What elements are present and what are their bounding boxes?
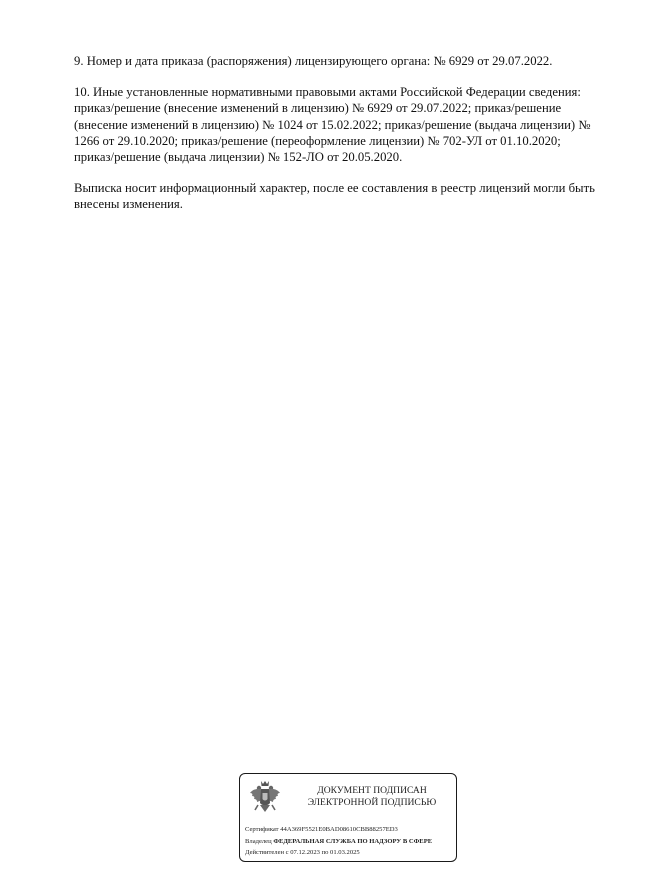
electronic-signature-stamp [239, 773, 457, 862]
certificate-label: Сертификат [245, 826, 279, 833]
stamp-details [245, 824, 457, 859]
certificate-line [245, 824, 457, 836]
stamp-title [288, 785, 456, 809]
owner-label: Владелец [245, 837, 272, 845]
validity-line: Действителен с 07.12.2023 по 01.03.2025 [245, 849, 360, 856]
owner-line [245, 836, 457, 848]
stamp-title-line2: ЭЛЕКТРОННОЙ ПОДПИСЬЮ [307, 797, 437, 808]
coat-of-arms-icon [248, 779, 282, 817]
paragraph-disclaimer: Выписка носит информационный характер, после ее составления в реестр лицензий могли быть внесены изменения. [74, 181, 595, 212]
stamp-title-line1: ДОКУМЕНТ ПОДПИСАН [317, 785, 427, 796]
certificate-value: 44A369F5521E0BAD08610CBB88257ED3 [280, 826, 398, 833]
paragraph-order-number: 9. Номер и дата приказа (распоряжения) лицензирующего органа: № 6929 от 29.07.2022. [74, 54, 553, 68]
document-body [74, 53, 619, 228]
paragraph-other-info: 10. Иные установленные нормативными правовыми актами Российской Федерации сведения: приказ/решение (внесение изменений в лицензию) № 6929 от 29.07.2022; приказ/решение (внесение изменений в лицензию) № 1024 от 15.02.2022; приказ/решение (выдача лицензии) № 1266 от 29.10.2020; приказ/решение (переоформление лицензии) № 702-УЛ от 01.10.2020; приказ/решение (выдача лицензии) № 152-ЛО от 20.05.2020. [74, 85, 591, 165]
owner-value: ФЕДЕРАЛЬНАЯ СЛУЖБА ПО НАДЗОРУ В СФЕРЕ [273, 837, 433, 845]
